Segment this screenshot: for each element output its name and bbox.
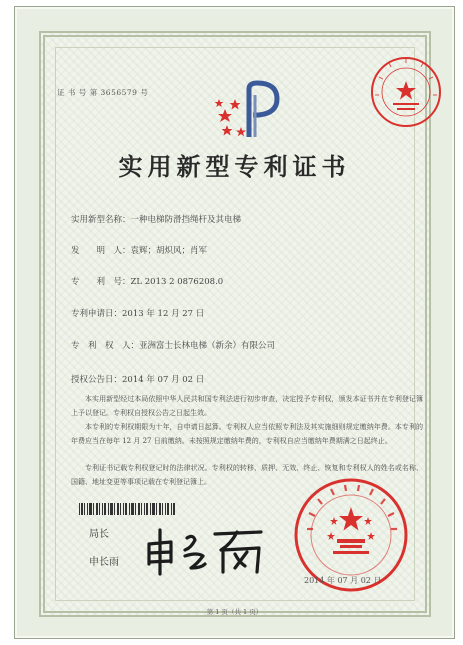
certificate-sheet <box>14 6 455 639</box>
body-paragraph: 本实用新型经过本局依照中华人民共和国专利法进行初步审查，决定授予专利权，颁发本证书并在专利登记簿上予以登记。专利权自授权公告之日起生效。 <box>71 395 423 417</box>
field-label: 专 利 号： <box>71 277 131 287</box>
barcode-icon <box>79 503 175 515</box>
certificate-number: 证 书 号 第 3656579 号 <box>57 88 149 97</box>
field-patent-holder <box>71 339 275 351</box>
certificate-title: 实用新型专利证书 <box>118 152 351 181</box>
body-paragraph: 本专利的专利权期限为十年，自申请日起算。专利权人应当依照专利法及其实施细则规定缴纳年费。本专利的年费应当在每年 12 月 27 日前缴纳。未按照规定缴纳年费的，专利权自应当缴纳年费期满之日起终止。 <box>71 423 423 445</box>
field-label: 授权公告日： <box>71 375 123 385</box>
field-label: 专 利 权 人： <box>71 341 140 351</box>
field-label: 专利申请日： <box>71 309 123 319</box>
seal-date: 2014 年 07 月 02 日 <box>304 576 382 585</box>
field-utility-model-name <box>71 213 241 225</box>
page-footer: 第 1 页（共 1 页） <box>206 608 263 616</box>
handwritten-signature <box>141 522 269 580</box>
field-value: ZL 2013 2 0876208.0 <box>130 277 224 287</box>
field-value: 一种电梯防滑挡绳杆及其电梯 <box>130 215 242 225</box>
field-label: 实用新型名称： <box>71 215 131 225</box>
patent-office-seal-icon <box>369 55 443 129</box>
field-label: 发 明 人： <box>71 246 131 256</box>
field-filing-date <box>71 307 204 319</box>
field-value: 2014 年 07 月 02 日 <box>122 375 205 385</box>
sipo-logo-icon <box>213 79 283 141</box>
director-name-label: 申长雨 <box>89 557 119 568</box>
field-value: 袁辉；胡炽风；肖军 <box>130 246 208 256</box>
field-grant-date <box>71 373 204 385</box>
field-patent-number <box>71 275 223 287</box>
director-title-label: 局长 <box>89 529 109 540</box>
field-value: 亚洲富士长林电梯（新余）有限公司 <box>139 341 276 351</box>
field-value: 2013 年 12 月 27 日 <box>122 309 205 319</box>
field-inventors <box>71 244 207 256</box>
body-paragraph: 专利证书记载专利权登记时的法律状况。专利权的转移、质押、无效、终止、恢复和专利权人的姓名或名称、国籍、地址变更等事项记载在专利登记簿上。 <box>71 464 423 486</box>
